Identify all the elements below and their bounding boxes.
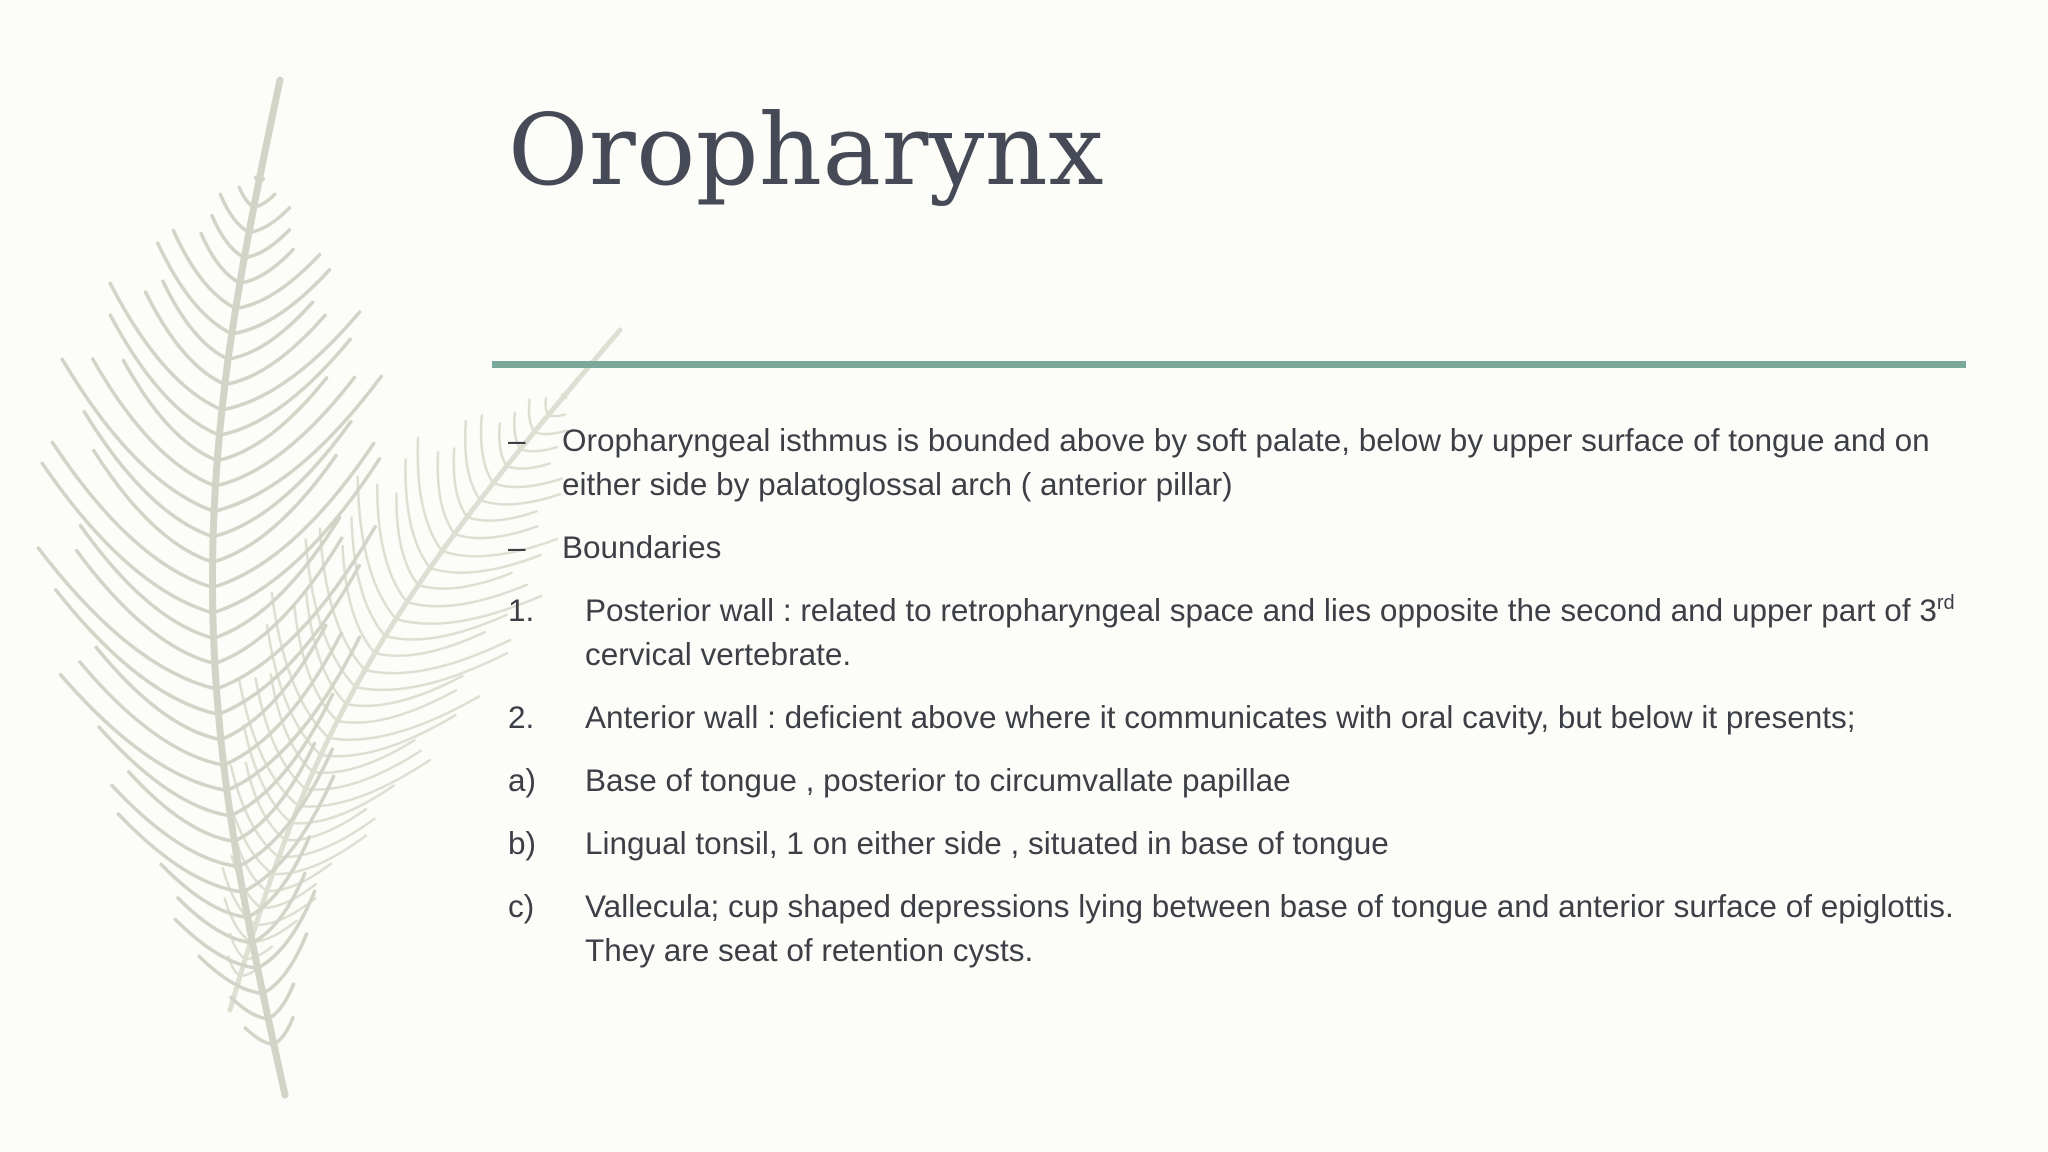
list-marker: b) — [508, 825, 537, 861]
list-item-text: Oropharyngeal isthmus is bounded above by soft palate, below by upper surface of tongue and on either side by palatoglossal arch ( anterior pillar) — [562, 422, 1930, 502]
list-marker: – — [508, 422, 526, 458]
list-item — [508, 418, 1968, 506]
text-segment: Posterior wall : related to retropharyngeal space and lies opposite the second and upper part of 3 — [585, 592, 1937, 628]
text-segment: cervical vertebrate. — [585, 636, 852, 672]
list-item — [508, 884, 1968, 972]
title-divider — [492, 361, 1966, 368]
list-marker: – — [508, 529, 526, 565]
list-marker: c) — [508, 888, 535, 924]
list-item-text: Boundaries — [562, 529, 722, 565]
list-marker: a) — [508, 762, 537, 798]
list-item — [508, 758, 1968, 802]
list-item — [508, 695, 1968, 739]
list-marker: 2. — [508, 699, 535, 735]
list-item-text: Vallecula; cup shaped depressions lying between base of tongue and anterior surface of epiglottis. They are seat of retention cysts. — [585, 888, 1954, 968]
content-list — [508, 418, 1968, 991]
list-item — [508, 821, 1968, 865]
list-marker: 1. — [508, 592, 535, 628]
list-item — [508, 588, 1968, 676]
list-item-text — [585, 588, 1968, 676]
list-item-text: Lingual tonsil, 1 on either side , situated in base of tongue — [585, 825, 1389, 861]
slide-title: Oropharynx — [508, 94, 1105, 208]
list-item-text: Base of tongue , posterior to circumvallate papillae — [585, 762, 1291, 798]
list-item — [508, 525, 1968, 569]
superscript: rd — [1936, 592, 1955, 614]
list-item-text: Anterior wall : deficient above where it communicates with oral cavity, but below it presents; — [585, 699, 1856, 735]
